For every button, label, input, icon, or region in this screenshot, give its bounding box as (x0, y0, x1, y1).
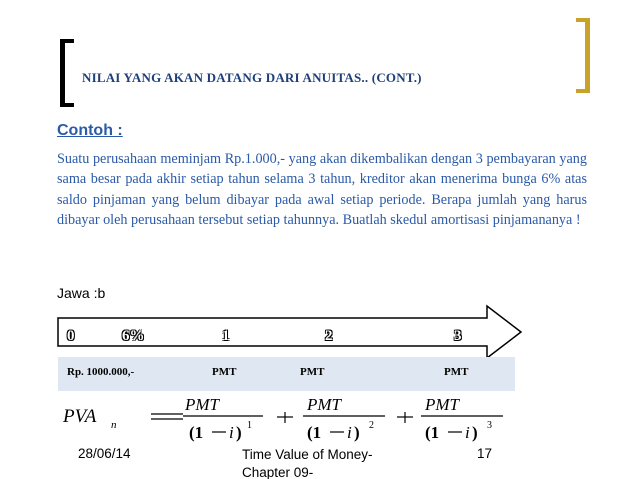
timeline-label-2: 2 (325, 328, 333, 344)
formula-lhs-subscript: n (111, 419, 117, 431)
term3-close: ) (472, 423, 478, 442)
cashflow-principal: Rp. 1000.000,- (67, 366, 135, 378)
term2-close: ) (354, 423, 360, 442)
term1-open: (1 (189, 423, 204, 442)
example-heading: Contoh : (57, 122, 123, 139)
timeline-label-1: 1 (222, 328, 230, 344)
problem-statement: Suatu perusahaan meminjam Rp.1.000,- yang akan dikembalikan dengan 3 pembayaran yang sama besar pada akhir setiap tahun selama 3 tahun, kreditor akan menerima bunga 6% atas saldo pinjaman yang belum dibayar pada awal setiap periode. Berapa jumlah yang harus dibayar oleh perusahaan tersebut setiap tahunnya. Buatlah skedul amortisasi pinjamananya ! (57, 151, 587, 229)
answer-label: Jawa :b (57, 285, 106, 301)
term3-open: (1 (425, 423, 440, 442)
term3-rate: i (465, 423, 470, 442)
formula-lhs: PVA (63, 406, 97, 427)
pva-formula (55, 390, 525, 446)
footer-date: 28/06/14 (78, 446, 131, 461)
term2-exponent: 2 (369, 420, 374, 431)
timeline-label-rate: 6% (122, 328, 145, 344)
footer-chapter: Time Value of Money- Chapter 09- (242, 447, 373, 479)
term1-rate: i (229, 423, 234, 442)
slide-title: NILAI YANG AKAN DATANG DARI ANUITAS.. (CONT.) (82, 70, 422, 85)
cashflow-pmt-3: PMT (444, 366, 469, 378)
term2-rate: i (347, 423, 352, 442)
cashflow-pmt-1: PMT (212, 366, 237, 378)
timeline-label-3: 3 (454, 328, 462, 344)
term1-numerator: PMT (185, 395, 219, 414)
term2-open: (1 (307, 423, 322, 442)
term1-close: ) (236, 423, 242, 442)
term1-exponent: 1 (247, 420, 252, 431)
term3-numerator: PMT (425, 395, 459, 414)
term3-exponent: 3 (487, 420, 492, 431)
right-bracket-decoration (576, 18, 590, 93)
left-bracket-decoration (60, 39, 74, 107)
term2-numerator: PMT (307, 395, 341, 414)
cashflow-pmt-2: PMT (300, 366, 325, 378)
timeline-label-0: 0 (67, 328, 75, 344)
footer-page-number: 17 (477, 446, 493, 461)
